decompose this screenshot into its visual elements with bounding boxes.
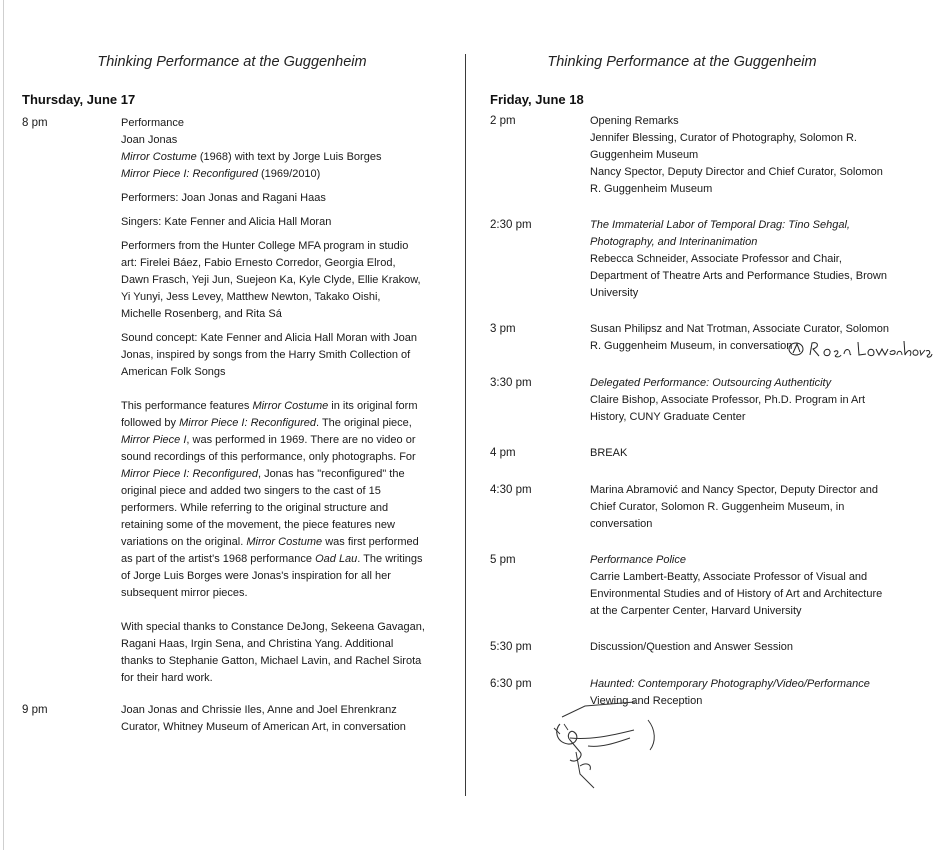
entry-time: 4:30 pm (490, 484, 532, 496)
entry-line: Performance (121, 117, 184, 129)
entry-time: 2 pm (490, 115, 516, 127)
paragraph-line: variations on the original. Mirror Costume was first performed (121, 536, 419, 548)
paragraph-line: retaining some of the movement, the piece features new (121, 519, 395, 531)
entry-line: Curator, Whitney Museum of American Art, in conversation (121, 721, 406, 733)
paragraph-line: art: Firelei Báez, Fabio Ernesto Corredor, Georgia Elrod, (121, 257, 396, 269)
entry-body (590, 217, 912, 302)
paragraph-line: This performance features Mirror Costume in its original form (121, 400, 418, 412)
entry-line: Joan Jonas and Chrissie Iles, Anne and Joel Ehrenkranz (121, 704, 397, 716)
entry-line: Nancy Spector, Deputy Director and Chief Curator, Solomon (590, 166, 883, 178)
paragraph-line: Yi Yunyi, Jess Levey, Matthew Newton, Takako Oishi, (121, 291, 381, 303)
entry-line: conversation (590, 518, 653, 530)
entry-line: Opening Remarks (590, 115, 679, 127)
work-date: (1969/2010) (257, 168, 321, 180)
day-heading-thursday: Thursday, June 17 (22, 92, 136, 107)
paragraph-line: Mirror Piece I: Reconfigured, Jonas has "reconfigured" the (121, 468, 405, 480)
entry-line: Rebecca Schneider, Associate Professor and Chair, (590, 253, 842, 265)
entry-line: Discussion/Question and Answer Session (590, 641, 793, 653)
entry-line: R. Guggenheim Museum, in conversation (590, 340, 793, 352)
entry-time: 8 pm (22, 117, 48, 129)
work-title: Mirror Costume (121, 151, 197, 163)
performers-line: Performers: Joan Jonas and Ragani Haas (121, 192, 326, 204)
paragraph-line: performers. While referring to the original structure and (121, 502, 389, 514)
work-title: Mirror Piece I: Reconfigured (121, 168, 258, 180)
paragraph-line: Dawn Frasch, Yeji Jun, Suejeon Ka, Kyle Clyde, Ellie Krakow, (121, 274, 421, 286)
entry-body (590, 482, 912, 533)
entry-body (590, 445, 912, 462)
entry-line: R. Guggenheim Museum (590, 183, 713, 195)
thanks-paragraph (121, 619, 441, 687)
description-paragraph (121, 398, 441, 602)
entry-line: Viewing and Reception (590, 695, 703, 707)
entry-line: Guggenheim Museum (590, 149, 699, 161)
entry-line: Department of Theatre Arts and Performance Studies, Brown (590, 270, 887, 282)
sound-concept-paragraph (121, 330, 441, 381)
entry-line: Claire Bishop, Associate Professor, Ph.D. Program in Art (590, 394, 866, 406)
entry-time: 9 pm (22, 704, 48, 716)
entry-line (121, 166, 441, 183)
paragraph-line: as part of the artist's 1968 performance Oad Lau. The writings (121, 553, 423, 565)
entry-line (121, 149, 441, 166)
paragraph-line: American Folk Songs (121, 366, 226, 378)
paragraph-line: Michelle Rosenberg, and Rita Sá (121, 308, 282, 320)
entry-line: Environmental Studies and of History of Art and Architecture (590, 588, 883, 600)
entry-line: Jennifer Blessing, Curator of Photography, Solomon R. (590, 132, 857, 144)
paragraph-line: Sound concept: Kate Fenner and Alicia Hall Moran with Joan (121, 332, 417, 344)
entry-body (590, 552, 912, 620)
session-title: The Immaterial Labor of Temporal Drag: Tino Sehgal, (590, 219, 850, 231)
entry-body (590, 113, 912, 198)
page-title: Thinking Performance at the Guggenheim (547, 54, 817, 70)
entry-line: Susan Philipsz and Nat Trotman, Associate Curator, Solomon (590, 323, 889, 335)
paragraph-line: sound recordings of this performance, only photographs. For (121, 451, 416, 463)
hunter-performers-paragraph (121, 238, 441, 323)
entry-time: 5:30 pm (490, 641, 532, 653)
paragraph-line: Performers from the Hunter College MFA program in studio (121, 240, 409, 252)
session-title: Delegated Performance: Outsourcing Authenticity (590, 377, 832, 389)
session-title: Photography, and Interinanimation (590, 236, 758, 248)
entry-time: 2:30 pm (490, 219, 532, 231)
paragraph-line: Jonas, inspired by songs from the Harry Smith Collection of (121, 349, 411, 361)
entry-line: Chief Curator, Solomon R. Guggenheim Museum, in (590, 501, 845, 513)
entry-body (590, 321, 912, 355)
entry-line: History, CUNY Graduate Center (590, 411, 746, 423)
page-title: Thinking Performance at the Guggenheim (97, 54, 367, 70)
center-fold-line (465, 54, 466, 796)
entry-line: Carrie Lambert-Beatty, Associate Professor of Visual and (590, 571, 868, 583)
paragraph-line: subsequent mirror pieces. (121, 587, 248, 599)
entry-time: 3:30 pm (490, 377, 532, 389)
entry-body (590, 375, 912, 426)
entry-line: Joan Jonas (121, 134, 178, 146)
work-credit: (1968) with text by Jorge Luis Borges (196, 151, 382, 163)
entry-body (590, 676, 912, 710)
entry-line: Marina Abramović and Nancy Spector, Deputy Director and (590, 484, 878, 496)
paragraph-line: followed by Mirror Piece I: Reconfigured. The original piece, (121, 417, 412, 429)
singers-line: Singers: Kate Fenner and Alicia Hall Moran (121, 216, 332, 228)
entry-body (590, 639, 912, 656)
paragraph-line: Ragani Haas, Irgin Sena, and Christina Yang. Additional (121, 638, 394, 650)
entry-time: 6:30 pm (490, 678, 532, 690)
entry-line: University (590, 287, 639, 299)
paragraph-line: thanks to Stephanie Gatton, Michael Lavin, and Rachel Sirota (121, 655, 422, 667)
entry-body (121, 702, 441, 736)
paragraph-line: original piece and added two singers to the cast of 15 (121, 485, 381, 497)
entry-line: BREAK (590, 447, 628, 459)
session-title: Performance Police (590, 554, 686, 566)
entry-body (121, 115, 441, 687)
paragraph-line: With special thanks to Constance DeJong, Sekeena Gavagan, (121, 621, 425, 633)
paragraph-line: of Jorge Luis Borges were Jonas's inspiration for all her (121, 570, 391, 582)
day-heading-friday: Friday, June 18 (490, 92, 584, 107)
entry-time: 5 pm (490, 554, 516, 566)
entry-line: at the Carpenter Center, Harvard University (590, 605, 802, 617)
paragraph-line: for their hard work. (121, 672, 213, 684)
page-edge (3, 0, 4, 850)
paragraph-line: Mirror Piece I, was performed in 1969. There are no video or (121, 434, 416, 446)
session-title: Haunted: Contemporary Photography/Video/Performance (590, 678, 870, 690)
entry-time: 3 pm (490, 323, 516, 335)
entry-time: 4 pm (490, 447, 516, 459)
